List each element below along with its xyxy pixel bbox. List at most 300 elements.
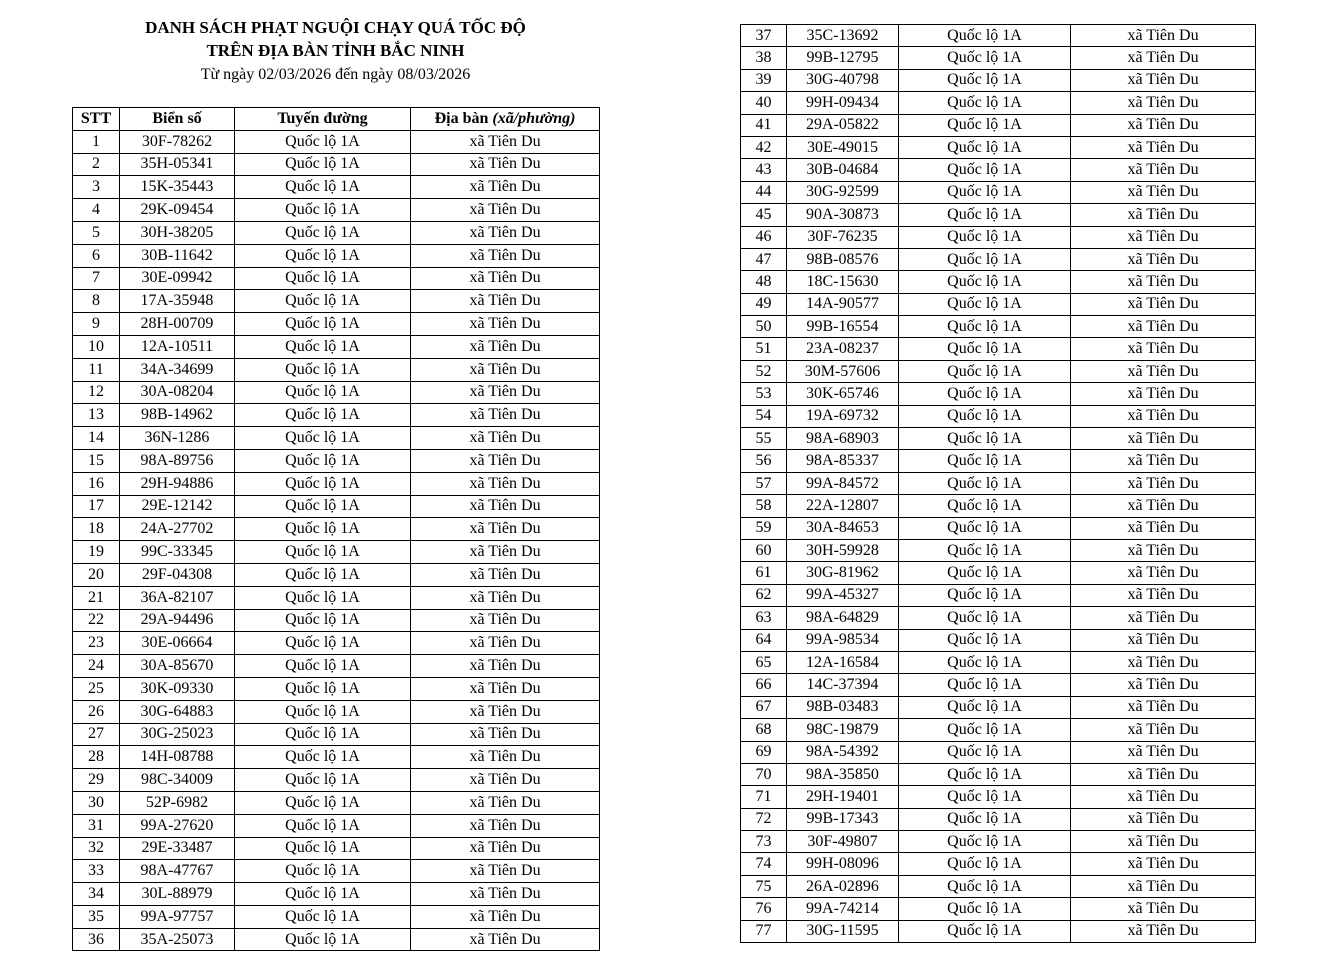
- cell-route: Quốc lộ 1A: [899, 562, 1071, 584]
- table-row: [73, 199, 600, 222]
- cell-area: xã Tiên Du: [411, 905, 600, 928]
- cell-plate: 30E-09942: [120, 267, 235, 290]
- cell-stt: 37: [741, 25, 787, 47]
- cell-route: Quốc lộ 1A: [235, 791, 411, 814]
- cell-area: xã Tiên Du: [411, 335, 600, 358]
- cell-stt: 52: [741, 360, 787, 382]
- table-row: [73, 221, 600, 244]
- cell-area: xã Tiên Du: [1071, 584, 1256, 606]
- table-row: [73, 700, 600, 723]
- cell-route: Quốc lộ 1A: [899, 607, 1071, 629]
- cell-route: Quốc lộ 1A: [899, 584, 1071, 606]
- table-row: [73, 404, 600, 427]
- cell-route: Quốc lộ 1A: [899, 25, 1071, 47]
- cell-stt: 10: [73, 335, 120, 358]
- cell-area: xã Tiên Du: [411, 883, 600, 906]
- cell-route: Quốc lộ 1A: [235, 723, 411, 746]
- table-row: [741, 25, 1256, 47]
- cell-area: xã Tiên Du: [1071, 920, 1256, 942]
- cell-plate: 14H-08788: [120, 746, 235, 769]
- cell-route: Quốc lộ 1A: [235, 290, 411, 313]
- cell-area: xã Tiên Du: [1071, 159, 1256, 181]
- table-row: [73, 472, 600, 495]
- cell-plate: 30G-40798: [787, 69, 899, 91]
- cell-plate: 99B-12795: [787, 47, 899, 69]
- cell-plate: 17A-35948: [120, 290, 235, 313]
- cell-area: xã Tiên Du: [1071, 450, 1256, 472]
- cell-area: xã Tiên Du: [411, 518, 600, 541]
- cell-area: xã Tiên Du: [411, 791, 600, 814]
- cell-route: Quốc lộ 1A: [235, 677, 411, 700]
- table-row: [73, 769, 600, 792]
- cell-plate: 36A-82107: [120, 586, 235, 609]
- table-row: [741, 338, 1256, 360]
- cell-route: Quốc lộ 1A: [235, 495, 411, 518]
- cell-plate: 30G-11595: [787, 920, 899, 942]
- cell-area: xã Tiên Du: [411, 746, 600, 769]
- cell-plate: 29E-12142: [120, 495, 235, 518]
- cell-route: Quốc lộ 1A: [899, 92, 1071, 114]
- cell-stt: 34: [73, 883, 120, 906]
- table-row: [73, 677, 600, 700]
- cell-stt: 53: [741, 383, 787, 405]
- cell-route: Quốc lộ 1A: [899, 629, 1071, 651]
- cell-route: Quốc lộ 1A: [899, 159, 1071, 181]
- cell-stt: 64: [741, 629, 787, 651]
- cell-area: xã Tiên Du: [411, 290, 600, 313]
- cell-stt: 19: [73, 541, 120, 564]
- cell-area: xã Tiên Du: [411, 267, 600, 290]
- table-row: [741, 47, 1256, 69]
- cell-stt: 20: [73, 563, 120, 586]
- cell-area: xã Tiên Du: [411, 358, 600, 381]
- cell-area: xã Tiên Du: [411, 563, 600, 586]
- cell-area: xã Tiên Du: [1071, 248, 1256, 270]
- cell-area: xã Tiên Du: [1071, 69, 1256, 91]
- cell-route: Quốc lộ 1A: [235, 769, 411, 792]
- cell-stt: 56: [741, 450, 787, 472]
- cell-plate: 98A-85337: [787, 450, 899, 472]
- cell-route: Quốc lộ 1A: [235, 814, 411, 837]
- cell-plate: 98A-47767: [120, 860, 235, 883]
- cell-stt: 5: [73, 221, 120, 244]
- cell-route: Quốc lộ 1A: [899, 808, 1071, 830]
- cell-stt: 71: [741, 786, 787, 808]
- cell-area: xã Tiên Du: [1071, 629, 1256, 651]
- cell-plate: 98B-08576: [787, 248, 899, 270]
- cell-area: xã Tiên Du: [411, 814, 600, 837]
- cell-area: xã Tiên Du: [1071, 92, 1256, 114]
- cell-route: Quốc lộ 1A: [235, 883, 411, 906]
- cell-route: Quốc lộ 1A: [899, 248, 1071, 270]
- cell-plate: 30F-78262: [120, 130, 235, 153]
- table-row: [73, 541, 600, 564]
- cell-area: xã Tiên Du: [411, 632, 600, 655]
- cell-stt: 28: [73, 746, 120, 769]
- cell-stt: 3: [73, 176, 120, 199]
- cell-plate: 23A-08237: [787, 338, 899, 360]
- violation-table-left: [72, 107, 600, 951]
- table-row: [741, 181, 1256, 203]
- cell-area: xã Tiên Du: [1071, 741, 1256, 763]
- cell-stt: 29: [73, 769, 120, 792]
- table-row: [73, 928, 600, 951]
- cell-stt: 1: [73, 130, 120, 153]
- cell-stt: 62: [741, 584, 787, 606]
- cell-route: Quốc lộ 1A: [235, 632, 411, 655]
- cell-route: Quốc lộ 1A: [235, 153, 411, 176]
- table-row: [741, 383, 1256, 405]
- cell-route: Quốc lộ 1A: [235, 176, 411, 199]
- cell-plate: 29H-19401: [787, 786, 899, 808]
- cell-route: Quốc lộ 1A: [235, 563, 411, 586]
- cell-plate: 98A-64829: [787, 607, 899, 629]
- table-row: [73, 176, 600, 199]
- cell-area: xã Tiên Du: [1071, 338, 1256, 360]
- table-row: [73, 267, 600, 290]
- cell-area: xã Tiên Du: [411, 769, 600, 792]
- cell-route: Quốc lộ 1A: [899, 405, 1071, 427]
- table-row: [741, 875, 1256, 897]
- table-row: [73, 814, 600, 837]
- table-row: [73, 130, 600, 153]
- cell-plate: 14A-90577: [787, 293, 899, 315]
- cell-plate: 90A-30873: [787, 204, 899, 226]
- cell-stt: 35: [73, 905, 120, 928]
- cell-route: Quốc lộ 1A: [899, 450, 1071, 472]
- cell-route: Quốc lộ 1A: [235, 199, 411, 222]
- table-row: [741, 360, 1256, 382]
- cell-stt: 59: [741, 517, 787, 539]
- cell-plate: 99B-16554: [787, 316, 899, 338]
- cell-plate: 30L-88979: [120, 883, 235, 906]
- cell-route: Quốc lộ 1A: [235, 130, 411, 153]
- cell-stt: 15: [73, 449, 120, 472]
- cell-plate: 30B-04684: [787, 159, 899, 181]
- cell-area: xã Tiên Du: [411, 381, 600, 404]
- cell-plate: 26A-02896: [787, 875, 899, 897]
- cell-plate: 24A-27702: [120, 518, 235, 541]
- document-date-range: Từ ngày 02/03/2026 đến ngày 08/03/2026: [200, 66, 471, 83]
- table-header-row: [73, 108, 600, 131]
- cell-route: Quốc lộ 1A: [235, 449, 411, 472]
- cell-plate: 99H-09434: [787, 92, 899, 114]
- cell-stt: 13: [73, 404, 120, 427]
- table-row: [741, 271, 1256, 293]
- table-row: [73, 883, 600, 906]
- cell-stt: 6: [73, 244, 120, 267]
- cell-stt: 4: [73, 199, 120, 222]
- table-row: [73, 244, 600, 267]
- table-row: [73, 335, 600, 358]
- cell-area: xã Tiên Du: [411, 404, 600, 427]
- document-header: [72, 16, 599, 86]
- table-row: [73, 313, 600, 336]
- table-row: [73, 495, 600, 518]
- cell-area: xã Tiên Du: [411, 860, 600, 883]
- cell-stt: 46: [741, 226, 787, 248]
- table-row: [741, 920, 1256, 942]
- cell-route: Quốc lộ 1A: [235, 655, 411, 678]
- cell-route: Quốc lộ 1A: [235, 335, 411, 358]
- table-row: [73, 860, 600, 883]
- cell-route: Quốc lộ 1A: [899, 517, 1071, 539]
- cell-route: Quốc lộ 1A: [899, 428, 1071, 450]
- table-row: [73, 791, 600, 814]
- cell-route: Quốc lộ 1A: [899, 114, 1071, 136]
- cell-plate: 30G-92599: [787, 181, 899, 203]
- cell-route: Quốc lộ 1A: [899, 181, 1071, 203]
- cell-route: Quốc lộ 1A: [899, 47, 1071, 69]
- cell-plate: 30A-84653: [787, 517, 899, 539]
- cell-area: xã Tiên Du: [411, 176, 600, 199]
- cell-stt: 61: [741, 562, 787, 584]
- cell-stt: 33: [73, 860, 120, 883]
- table-row: [741, 831, 1256, 853]
- cell-area: xã Tiên Du: [1071, 607, 1256, 629]
- cell-plate: 30E-49015: [787, 136, 899, 158]
- cell-route: Quốc lộ 1A: [235, 358, 411, 381]
- cell-area: xã Tiên Du: [1071, 383, 1256, 405]
- cell-area: xã Tiên Du: [1071, 898, 1256, 920]
- cell-plate: 18C-15630: [787, 271, 899, 293]
- cell-plate: 30E-06664: [120, 632, 235, 655]
- cell-stt: 50: [741, 316, 787, 338]
- cell-plate: 99B-17343: [787, 808, 899, 830]
- cell-area: xã Tiên Du: [411, 609, 600, 632]
- cell-area: xã Tiên Du: [1071, 360, 1256, 382]
- cell-stt: 25: [73, 677, 120, 700]
- cell-plate: 30F-49807: [787, 831, 899, 853]
- cell-area: xã Tiên Du: [1071, 181, 1256, 203]
- document-title-line-1: DANH SÁCH PHẠT NGUỘI CHẠY QUÁ TỐC ĐỘ: [145, 18, 526, 37]
- cell-route: Quốc lộ 1A: [235, 905, 411, 928]
- cell-stt: 67: [741, 696, 787, 718]
- table-row: [741, 584, 1256, 606]
- cell-area: xã Tiên Du: [1071, 47, 1256, 69]
- table-row: [741, 136, 1256, 158]
- cell-route: Quốc lộ 1A: [899, 316, 1071, 338]
- cell-plate: 99A-97757: [120, 905, 235, 928]
- cell-route: Quốc lộ 1A: [235, 404, 411, 427]
- cell-stt: 44: [741, 181, 787, 203]
- cell-route: Quốc lộ 1A: [235, 700, 411, 723]
- cell-plate: 30G-25023: [120, 723, 235, 746]
- table-row: [73, 655, 600, 678]
- cell-route: Quốc lộ 1A: [899, 898, 1071, 920]
- table-row: [73, 563, 600, 586]
- cell-plate: 29E-33487: [120, 837, 235, 860]
- cell-stt: 60: [741, 539, 787, 561]
- cell-plate: 30G-64883: [120, 700, 235, 723]
- table-row: [73, 427, 600, 450]
- cell-route: Quốc lộ 1A: [235, 860, 411, 883]
- table-row: [741, 539, 1256, 561]
- cell-plate: 30A-85670: [120, 655, 235, 678]
- cell-area: xã Tiên Du: [411, 244, 600, 267]
- cell-area: xã Tiên Du: [1071, 808, 1256, 830]
- document-title-line-2: TRÊN ĐỊA BÀN TỈNH BẮC NINH: [206, 41, 465, 60]
- cell-area: xã Tiên Du: [1071, 316, 1256, 338]
- cell-area: xã Tiên Du: [411, 313, 600, 336]
- cell-route: Quốc lộ 1A: [899, 69, 1071, 91]
- cell-area: xã Tiên Du: [1071, 831, 1256, 853]
- cell-stt: 27: [73, 723, 120, 746]
- table-row: [73, 381, 600, 404]
- table-row: [73, 153, 600, 176]
- cell-area: xã Tiên Du: [1071, 539, 1256, 561]
- cell-route: Quốc lộ 1A: [235, 586, 411, 609]
- header-area-italic: (xã/phường): [492, 109, 576, 127]
- cell-area: xã Tiên Du: [1071, 204, 1256, 226]
- cell-stt: 51: [741, 338, 787, 360]
- table-row: [741, 898, 1256, 920]
- table-row: [741, 696, 1256, 718]
- cell-plate: 99A-74214: [787, 898, 899, 920]
- cell-area: xã Tiên Du: [1071, 651, 1256, 673]
- cell-plate: 30F-76235: [787, 226, 899, 248]
- cell-stt: 36: [73, 928, 120, 951]
- cell-plate: 98A-54392: [787, 741, 899, 763]
- cell-plate: 98A-68903: [787, 428, 899, 450]
- cell-area: xã Tiên Du: [411, 928, 600, 951]
- cell-route: Quốc lộ 1A: [899, 226, 1071, 248]
- cell-stt: 58: [741, 495, 787, 517]
- cell-stt: 42: [741, 136, 787, 158]
- cell-route: Quốc lộ 1A: [899, 271, 1071, 293]
- table-row: [73, 586, 600, 609]
- cell-area: xã Tiên Du: [1071, 517, 1256, 539]
- cell-area: xã Tiên Du: [411, 153, 600, 176]
- cell-stt: 7: [73, 267, 120, 290]
- table-row: [741, 69, 1256, 91]
- cell-area: xã Tiên Du: [1071, 428, 1256, 450]
- cell-area: xã Tiên Du: [1071, 719, 1256, 741]
- cell-stt: 49: [741, 293, 787, 315]
- cell-route: Quốc lộ 1A: [899, 920, 1071, 942]
- cell-plate: 99A-27620: [120, 814, 235, 837]
- cell-area: xã Tiên Du: [411, 723, 600, 746]
- cell-plate: 98A-35850: [787, 763, 899, 785]
- cell-stt: 16: [73, 472, 120, 495]
- cell-route: Quốc lộ 1A: [899, 875, 1071, 897]
- cell-plate: 28H-00709: [120, 313, 235, 336]
- cell-route: Quốc lộ 1A: [235, 244, 411, 267]
- table-row: [73, 746, 600, 769]
- table-row: [73, 609, 600, 632]
- table-row: [741, 517, 1256, 539]
- cell-plate: 29F-04308: [120, 563, 235, 586]
- cell-area: xã Tiên Du: [1071, 226, 1256, 248]
- cell-plate: 98C-19879: [787, 719, 899, 741]
- cell-route: Quốc lộ 1A: [899, 360, 1071, 382]
- cell-stt: 65: [741, 651, 787, 673]
- cell-stt: 57: [741, 472, 787, 494]
- table-row: [741, 763, 1256, 785]
- cell-route: Quốc lộ 1A: [899, 719, 1071, 741]
- table-row: [741, 495, 1256, 517]
- cell-stt: 31: [73, 814, 120, 837]
- cell-stt: 24: [73, 655, 120, 678]
- cell-plate: 35H-05341: [120, 153, 235, 176]
- cell-stt: 48: [741, 271, 787, 293]
- table-row: [741, 428, 1256, 450]
- cell-plate: 35C-13692: [787, 25, 899, 47]
- table-row: [741, 92, 1256, 114]
- cell-plate: 12A-10511: [120, 335, 235, 358]
- table-row: [741, 159, 1256, 181]
- cell-plate: 98B-14962: [120, 404, 235, 427]
- table-row: [741, 629, 1256, 651]
- table-row: [73, 723, 600, 746]
- table-row: [741, 226, 1256, 248]
- cell-area: xã Tiên Du: [1071, 875, 1256, 897]
- cell-route: Quốc lộ 1A: [899, 696, 1071, 718]
- cell-route: Quốc lộ 1A: [899, 831, 1071, 853]
- cell-area: xã Tiên Du: [1071, 136, 1256, 158]
- header-area: [411, 108, 600, 131]
- cell-area: xã Tiên Du: [1071, 495, 1256, 517]
- cell-plate: 30H-59928: [787, 539, 899, 561]
- cell-plate: 98C-34009: [120, 769, 235, 792]
- cell-stt: 40: [741, 92, 787, 114]
- cell-plate: 36N-1286: [120, 427, 235, 450]
- cell-route: Quốc lộ 1A: [899, 136, 1071, 158]
- cell-plate: 30H-38205: [120, 221, 235, 244]
- cell-stt: 8: [73, 290, 120, 313]
- cell-route: Quốc lộ 1A: [899, 204, 1071, 226]
- table-row: [741, 674, 1256, 696]
- table-row: [73, 905, 600, 928]
- cell-area: xã Tiên Du: [1071, 763, 1256, 785]
- cell-area: xã Tiên Du: [1071, 674, 1256, 696]
- cell-area: xã Tiên Du: [411, 472, 600, 495]
- cell-plate: 30K-65746: [787, 383, 899, 405]
- cell-plate: 52P-6982: [120, 791, 235, 814]
- cell-stt: 23: [73, 632, 120, 655]
- cell-stt: 21: [73, 586, 120, 609]
- cell-stt: 18: [73, 518, 120, 541]
- cell-area: xã Tiên Du: [411, 837, 600, 860]
- cell-stt: 73: [741, 831, 787, 853]
- cell-route: Quốc lộ 1A: [235, 837, 411, 860]
- cell-route: Quốc lộ 1A: [235, 746, 411, 769]
- cell-plate: 15K-35443: [120, 176, 235, 199]
- cell-route: Quốc lộ 1A: [899, 741, 1071, 763]
- cell-stt: 75: [741, 875, 787, 897]
- cell-plate: 29K-09454: [120, 199, 235, 222]
- cell-plate: 99A-45327: [787, 584, 899, 606]
- table-row: [73, 290, 600, 313]
- cell-plate: 35A-25073: [120, 928, 235, 951]
- cell-route: Quốc lộ 1A: [235, 541, 411, 564]
- table-row: [741, 472, 1256, 494]
- cell-area: xã Tiên Du: [1071, 271, 1256, 293]
- cell-route: Quốc lộ 1A: [899, 338, 1071, 360]
- cell-plate: 30G-81962: [787, 562, 899, 584]
- cell-plate: 99H-08096: [787, 853, 899, 875]
- cell-area: xã Tiên Du: [411, 130, 600, 153]
- cell-stt: 70: [741, 763, 787, 785]
- cell-stt: 77: [741, 920, 787, 942]
- cell-stt: 55: [741, 428, 787, 450]
- cell-area: xã Tiên Du: [1071, 405, 1256, 427]
- cell-stt: 2: [73, 153, 120, 176]
- cell-area: xã Tiên Du: [411, 541, 600, 564]
- table-row: [741, 651, 1256, 673]
- cell-stt: 39: [741, 69, 787, 91]
- cell-plate: 30B-11642: [120, 244, 235, 267]
